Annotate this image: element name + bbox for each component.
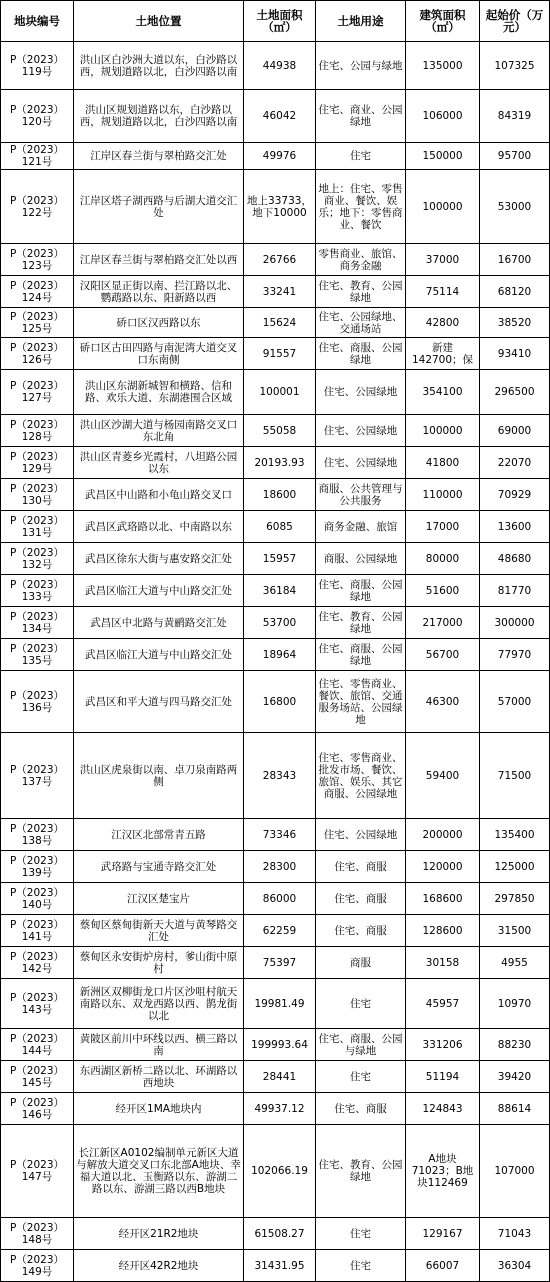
cell-location: 新洲区双柳街龙口片区沙咀村航天南路以东、双龙西路以西、鹊龙街以北 <box>74 979 244 1029</box>
cell-location: 经开区1MA地块内 <box>74 1093 244 1125</box>
table-row <box>1 308 550 338</box>
table-row <box>1 244 550 276</box>
cell-start-price: 107000 <box>480 1125 550 1218</box>
cell-start-price: 57000 <box>480 671 550 733</box>
cell-area: 18964 <box>244 639 316 671</box>
cell-code: P（2023）120号 <box>1 90 74 143</box>
table-row <box>1 415 550 447</box>
cell-location: 江岸区春兰街与翠柏路交汇处以西 <box>74 244 244 276</box>
cell-area: 61508.27 <box>244 1218 316 1250</box>
cell-area: 16800 <box>244 671 316 733</box>
cell-usage: 地上：住宅、零售商业、餐饮、娱乐；地下：零售商业、餐饮 <box>316 170 406 244</box>
cell-building-area: 新建142700；保 <box>406 338 480 370</box>
cell-area: 19981.49 <box>244 979 316 1029</box>
cell-location: 蔡甸区蔡甸街新天大道与黄琴路交汇处 <box>74 915 244 947</box>
cell-location: 洪山区虎泉街以南、卓刀泉南路两侧 <box>74 733 244 819</box>
cell-area: 102066.19 <box>244 1125 316 1218</box>
cell-usage: 商服、公园绿地 <box>316 543 406 575</box>
cell-code: P（2023）136号 <box>1 671 74 733</box>
cell-building-area: A地块71023；B地块112469 <box>406 1125 480 1218</box>
cell-code: P（2023）133号 <box>1 575 74 607</box>
cell-building-area: 41800 <box>406 447 480 479</box>
cell-code: P（2023）124号 <box>1 276 74 308</box>
cell-area: 46042 <box>244 90 316 143</box>
header-start-price: 起始价（万元） <box>480 1 550 42</box>
cell-location: 硚口区汉西路以东 <box>74 308 244 338</box>
cell-start-price: 296500 <box>480 370 550 415</box>
cell-start-price: 22070 <box>480 447 550 479</box>
cell-location: 经开区42R2地块 <box>74 1250 244 1282</box>
cell-usage: 住宅、商服、公园绿地 <box>316 338 406 370</box>
cell-area: 26766 <box>244 244 316 276</box>
cell-area: 31431.95 <box>244 1250 316 1282</box>
table-row <box>1 42 550 90</box>
cell-usage: 住宅、商服 <box>316 851 406 883</box>
cell-code: P（2023）132号 <box>1 543 74 575</box>
header-area: 土地面积（㎡） <box>244 1 316 42</box>
cell-code: P（2023）130号 <box>1 479 74 511</box>
table-row <box>1 276 550 308</box>
cell-usage: 住宅 <box>316 979 406 1029</box>
cell-location: 武昌区临江大道与中山路交汇处 <box>74 639 244 671</box>
table-row <box>1 979 550 1029</box>
cell-usage: 住宅、商服 <box>316 1093 406 1125</box>
cell-building-area: 100000 <box>406 170 480 244</box>
cell-usage: 住宅、商服、公园绿地 <box>316 639 406 671</box>
cell-usage: 商服、公共管理与公共服务 <box>316 479 406 511</box>
header-row <box>1 1 550 42</box>
cell-usage: 住宅、公园绿地、交通场站 <box>316 308 406 338</box>
table-row <box>1 479 550 511</box>
cell-code: P（2023）139号 <box>1 851 74 883</box>
cell-code: P（2023）137号 <box>1 733 74 819</box>
cell-building-area: 150000 <box>406 143 480 170</box>
cell-building-area: 17000 <box>406 511 480 543</box>
cell-usage: 住宅、教育、公园绿地 <box>316 276 406 308</box>
cell-building-area: 331206 <box>406 1029 480 1061</box>
cell-start-price: 135400 <box>480 819 550 851</box>
cell-start-price: 70929 <box>480 479 550 511</box>
cell-location: 洪山区沙湖大道与杨园南路交叉口东北角 <box>74 415 244 447</box>
cell-building-area: 56700 <box>406 639 480 671</box>
cell-code: P（2023）147号 <box>1 1125 74 1218</box>
cell-building-area: 200000 <box>406 819 480 851</box>
cell-building-area: 37000 <box>406 244 480 276</box>
cell-usage: 住宅、商服、公园绿地 <box>316 575 406 607</box>
cell-code: P（2023）144号 <box>1 1029 74 1061</box>
cell-location: 江岸区春兰街与翠柏路交汇处 <box>74 143 244 170</box>
table-row <box>1 90 550 143</box>
cell-area: 6085 <box>244 511 316 543</box>
cell-location: 黄陂区前川中环线以西、横三路以南 <box>74 1029 244 1061</box>
header-code: 地块编号 <box>1 1 74 42</box>
cell-building-area: 80000 <box>406 543 480 575</box>
cell-start-price: 300000 <box>480 607 550 639</box>
cell-building-area: 354100 <box>406 370 480 415</box>
table-row <box>1 1250 550 1282</box>
cell-code: P（2023）143号 <box>1 979 74 1029</box>
cell-start-price: 71500 <box>480 733 550 819</box>
cell-code: P（2023）134号 <box>1 607 74 639</box>
table-row <box>1 338 550 370</box>
cell-usage: 住宅、零售商业、批发市场、餐饮、旅馆、娱乐、其它商服、公园绿地 <box>316 733 406 819</box>
cell-usage: 住宅、教育、公园绿地 <box>316 607 406 639</box>
cell-building-area: 51600 <box>406 575 480 607</box>
cell-usage: 零售商业、旅馆、商务金融 <box>316 244 406 276</box>
cell-code: P（2023）119号 <box>1 42 74 90</box>
cell-start-price: 88230 <box>480 1029 550 1061</box>
cell-code: P（2023）145号 <box>1 1061 74 1093</box>
table-row <box>1 511 550 543</box>
cell-usage: 住宅、公园与绿地 <box>316 42 406 90</box>
table-row <box>1 671 550 733</box>
cell-location: 江岸区塔子湖西路与后湖大道交汇处 <box>74 170 244 244</box>
cell-area: 53700 <box>244 607 316 639</box>
table-row <box>1 851 550 883</box>
cell-start-price: 48680 <box>480 543 550 575</box>
cell-code: P（2023）140号 <box>1 883 74 915</box>
cell-area: 49976 <box>244 143 316 170</box>
cell-location: 江汉区楚宝片 <box>74 883 244 915</box>
table-row <box>1 143 550 170</box>
cell-location: 蔡甸区永安街炉房村，爹山街中原村 <box>74 947 244 979</box>
cell-code: P（2023）125号 <box>1 308 74 338</box>
cell-code: P（2023）127号 <box>1 370 74 415</box>
cell-area: 100001 <box>244 370 316 415</box>
cell-start-price: 68120 <box>480 276 550 308</box>
cell-code: P（2023）122号 <box>1 170 74 244</box>
cell-start-price: 95700 <box>480 143 550 170</box>
cell-code: P（2023）138号 <box>1 819 74 851</box>
cell-code: P（2023）149号 <box>1 1250 74 1282</box>
table-row <box>1 1093 550 1125</box>
table-row <box>1 607 550 639</box>
cell-building-area: 100000 <box>406 415 480 447</box>
cell-start-price: 31500 <box>480 915 550 947</box>
cell-start-price: 38520 <box>480 308 550 338</box>
cell-area: 36184 <box>244 575 316 607</box>
table-row <box>1 915 550 947</box>
table-row <box>1 575 550 607</box>
cell-area: 73346 <box>244 819 316 851</box>
cell-code: P（2023）141号 <box>1 915 74 947</box>
table-row <box>1 1125 550 1218</box>
cell-start-price: 93410 <box>480 338 550 370</box>
cell-start-price: 125000 <box>480 851 550 883</box>
cell-location: 洪山区规划道路以东，白沙路以西，规划道路以北，白沙四路以南 <box>74 90 244 143</box>
table-row <box>1 819 550 851</box>
cell-building-area: 30158 <box>406 947 480 979</box>
cell-location: 东西湖区新桥二路以北、环湖路以西地块 <box>74 1061 244 1093</box>
cell-area: 15624 <box>244 308 316 338</box>
cell-start-price: 88614 <box>480 1093 550 1125</box>
cell-usage: 住宅 <box>316 1061 406 1093</box>
cell-location: 武珞路与宝通寺路交汇处 <box>74 851 244 883</box>
cell-code: P（2023）121号 <box>1 143 74 170</box>
cell-code: P（2023）126号 <box>1 338 74 370</box>
cell-building-area: 120000 <box>406 851 480 883</box>
cell-area: 44938 <box>244 42 316 90</box>
header-building-area: 建筑面积（㎡） <box>406 1 480 42</box>
cell-usage: 住宅、公园绿地 <box>316 447 406 479</box>
header-location: 土地位置 <box>74 1 244 42</box>
cell-area: 49937.12 <box>244 1093 316 1125</box>
cell-start-price: 84319 <box>480 90 550 143</box>
cell-location: 长江新区A0102编制单元新区大道与解放大道交叉口东北部A地块、幸福大道以北、玉衡路以东、游湖二路以东、游湖三路以西B地块 <box>74 1125 244 1218</box>
cell-building-area: 124843 <box>406 1093 480 1125</box>
cell-location: 洪山区青菱乡光霞村，八坦路公园以东 <box>74 447 244 479</box>
cell-start-price: 16700 <box>480 244 550 276</box>
cell-area: 91557 <box>244 338 316 370</box>
cell-building-area: 135000 <box>406 42 480 90</box>
table-row <box>1 1029 550 1061</box>
cell-area: 55058 <box>244 415 316 447</box>
cell-building-area: 66007 <box>406 1250 480 1282</box>
cell-start-price: 36304 <box>480 1250 550 1282</box>
cell-usage: 商务金融、旅馆 <box>316 511 406 543</box>
cell-usage: 住宅、公园绿地 <box>316 819 406 851</box>
cell-location: 武昌区和平大道与四马路交汇处 <box>74 671 244 733</box>
cell-building-area: 42800 <box>406 308 480 338</box>
cell-start-price: 13600 <box>480 511 550 543</box>
cell-area: 28300 <box>244 851 316 883</box>
cell-start-price: 39420 <box>480 1061 550 1093</box>
cell-building-area: 128600 <box>406 915 480 947</box>
table-row <box>1 639 550 671</box>
cell-area: 28343 <box>244 733 316 819</box>
cell-building-area: 106000 <box>406 90 480 143</box>
cell-area: 62259 <box>244 915 316 947</box>
cell-code: P（2023）146号 <box>1 1093 74 1125</box>
cell-location: 江汉区北部常青五路 <box>74 819 244 851</box>
cell-building-area: 59400 <box>406 733 480 819</box>
header-usage: 土地用途 <box>316 1 406 42</box>
table-row <box>1 1218 550 1250</box>
cell-start-price: 53000 <box>480 170 550 244</box>
cell-start-price: 81770 <box>480 575 550 607</box>
cell-building-area: 75114 <box>406 276 480 308</box>
cell-area: 75397 <box>244 947 316 979</box>
cell-usage: 住宅、零售商业、餐饮、旅馆、交通服务场站、公园绿地 <box>316 671 406 733</box>
cell-code: P（2023）128号 <box>1 415 74 447</box>
cell-code: P（2023）131号 <box>1 511 74 543</box>
cell-location: 武昌区临江大道与中山路交汇处 <box>74 575 244 607</box>
cell-start-price: 77970 <box>480 639 550 671</box>
cell-usage: 住宅 <box>316 143 406 170</box>
cell-usage: 住宅、商服 <box>316 883 406 915</box>
cell-area: 地上33733，地下10000 <box>244 170 316 244</box>
cell-code: P（2023）148号 <box>1 1218 74 1250</box>
cell-code: P（2023）129号 <box>1 447 74 479</box>
cell-building-area: 168600 <box>406 883 480 915</box>
cell-usage: 住宅 <box>316 1250 406 1282</box>
cell-building-area: 110000 <box>406 479 480 511</box>
cell-code: P（2023）123号 <box>1 244 74 276</box>
cell-usage: 住宅、公园绿地 <box>316 370 406 415</box>
cell-code: P（2023）142号 <box>1 947 74 979</box>
cell-building-area: 129167 <box>406 1218 480 1250</box>
cell-area: 15957 <box>244 543 316 575</box>
cell-start-price: 71043 <box>480 1218 550 1250</box>
cell-building-area: 45957 <box>406 979 480 1029</box>
table-row <box>1 733 550 819</box>
cell-location: 汉阳区显正街以南、拦江路以北、鹦鹉路以东、阳新路以西 <box>74 276 244 308</box>
cell-usage: 住宅、教育、公园绿地 <box>316 1125 406 1218</box>
table-row <box>1 170 550 244</box>
cell-building-area: 46300 <box>406 671 480 733</box>
cell-start-price: 10970 <box>480 979 550 1029</box>
cell-building-area: 51194 <box>406 1061 480 1093</box>
cell-start-price: 69000 <box>480 415 550 447</box>
cell-usage: 住宅、商服 <box>316 915 406 947</box>
table-row <box>1 883 550 915</box>
cell-area: 199993.64 <box>244 1029 316 1061</box>
cell-area: 86000 <box>244 883 316 915</box>
cell-location: 硚口区古田四路与南泥湾大道交叉口东南侧 <box>74 338 244 370</box>
cell-start-price: 4955 <box>480 947 550 979</box>
cell-location: 武昌区武珞路以北、中南路以东 <box>74 511 244 543</box>
cell-location: 经开区21R2地块 <box>74 1218 244 1250</box>
cell-usage: 住宅、商服、公园与绿地 <box>316 1029 406 1061</box>
cell-location: 武昌区中北路与黄鹂路交汇处 <box>74 607 244 639</box>
cell-building-area: 217000 <box>406 607 480 639</box>
cell-usage: 住宅 <box>316 1218 406 1250</box>
cell-usage: 住宅、商业、公园绿地 <box>316 90 406 143</box>
table-row <box>1 947 550 979</box>
cell-start-price: 107325 <box>480 42 550 90</box>
table-row <box>1 1061 550 1093</box>
cell-area: 18600 <box>244 479 316 511</box>
cell-location: 武昌区中山路和小龟山路交叉口 <box>74 479 244 511</box>
cell-area: 28441 <box>244 1061 316 1093</box>
table-row <box>1 543 550 575</box>
cell-code: P（2023）135号 <box>1 639 74 671</box>
cell-start-price: 297850 <box>480 883 550 915</box>
cell-area: 33241 <box>244 276 316 308</box>
cell-location: 武昌区徐东大街与惠安路交汇处 <box>74 543 244 575</box>
cell-location: 洪山区东湖新城智和横路、信和路、欢乐大道、东湖港围合区域 <box>74 370 244 415</box>
cell-location: 洪山区白沙洲大道以东，白沙路以西，规划道路以北，白沙四路以南 <box>74 42 244 90</box>
table-row <box>1 370 550 415</box>
cell-usage: 商服 <box>316 947 406 979</box>
table-row <box>1 447 550 479</box>
cell-area: 20193.93 <box>244 447 316 479</box>
cell-usage: 住宅、公园绿地 <box>316 415 406 447</box>
